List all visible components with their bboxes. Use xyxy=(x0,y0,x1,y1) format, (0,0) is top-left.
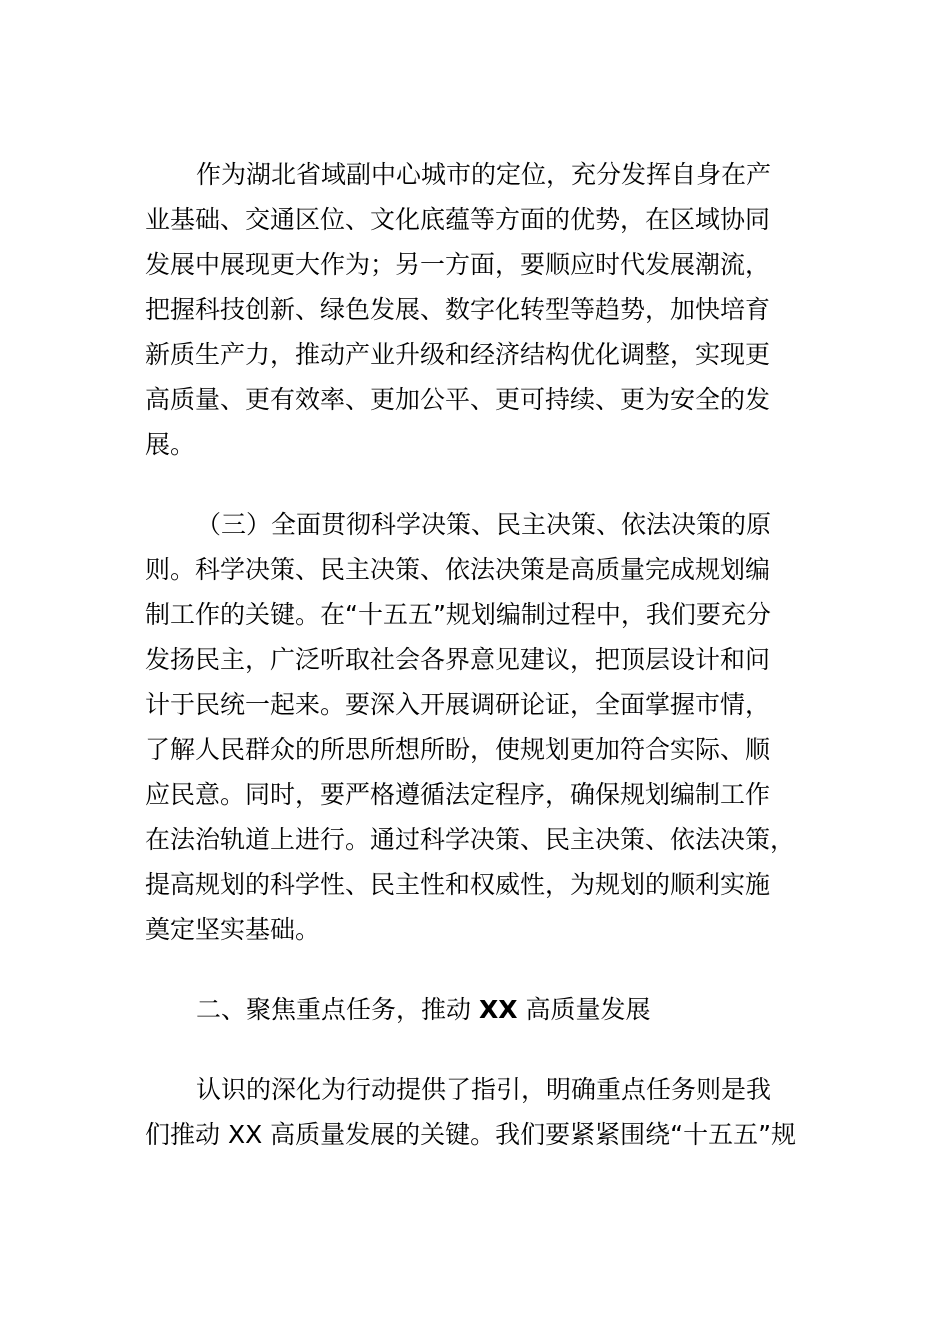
paragraph-2-line-9: 提高规划的科学性、民主性和权威性，为规划的顺利实施 xyxy=(145,870,771,899)
paragraph-2-line-8: 在法治轨道上进行。通过科学决策、民主决策、依法决策， xyxy=(145,825,796,854)
paragraph-1-line-1: 作为湖北省域副中心城市的定位，充分发挥自身在产 xyxy=(196,160,772,189)
paragraph-2-line-6: 了解人民群众的所思所想所盼，使规划更加符合实际、顺 xyxy=(145,735,771,764)
paragraph-1-line-6: 高质量、更有效率、更加公平、更可持续、更为安全的发 xyxy=(145,385,771,414)
paragraph-2-line-7: 应民意。同时，要严格遵循法定程序，确保规划编制工作 xyxy=(145,780,771,809)
paragraph-2-line-4: 发扬民主，广泛听取社会各界意见建议，把顶层设计和问 xyxy=(145,645,771,674)
paragraph-2-line-3: 制工作的关键。在“十五五”规划编制过程中，我们要充分 xyxy=(145,600,771,629)
paragraph-1-line-5: 新质生产力，推动产业升级和经济结构优化调整，实现更 xyxy=(145,340,771,369)
paragraph-3-line-1: 认识的深化为行动提供了指引，明确重点任务则是我 xyxy=(196,1075,772,1104)
paragraph-1-line-3: 发展中展现更大作为；另一方面，要顺应时代发展潮流， xyxy=(145,250,771,279)
paragraph-2-line-10: 奠定坚实基础。 xyxy=(145,915,321,944)
section-heading xyxy=(196,993,651,1027)
paragraph-2-line-1: （三）全面贯彻科学决策、民主决策、依法决策的原 xyxy=(196,510,772,539)
section-heading-bold: XX xyxy=(478,995,518,1024)
paragraph-1-line-2: 业基础、交通区位、文化底蕴等方面的优势，在区域协同 xyxy=(145,205,771,234)
section-heading-prefix: 二、聚焦重点任务，推动 xyxy=(196,995,472,1024)
paragraph-1-line-4: 把握科技创新、绿色发展、数字化转型等趋势，加快培育 xyxy=(145,295,771,324)
paragraph-3-line-2: 们推动 XX 高质量发展的关键。我们要紧紧围绕“十五五”规 xyxy=(145,1120,797,1149)
section-heading-suffix: 高质量发展 xyxy=(525,995,651,1024)
paragraph-2-line-5: 计于民统一起来。要深入开展调研论证，全面掌握市情， xyxy=(145,690,771,719)
paragraph-1-line-7: 展。 xyxy=(145,430,196,459)
paragraph-2-line-2: 则。科学决策、民主决策、依法决策是高质量完成规划编 xyxy=(145,555,771,584)
